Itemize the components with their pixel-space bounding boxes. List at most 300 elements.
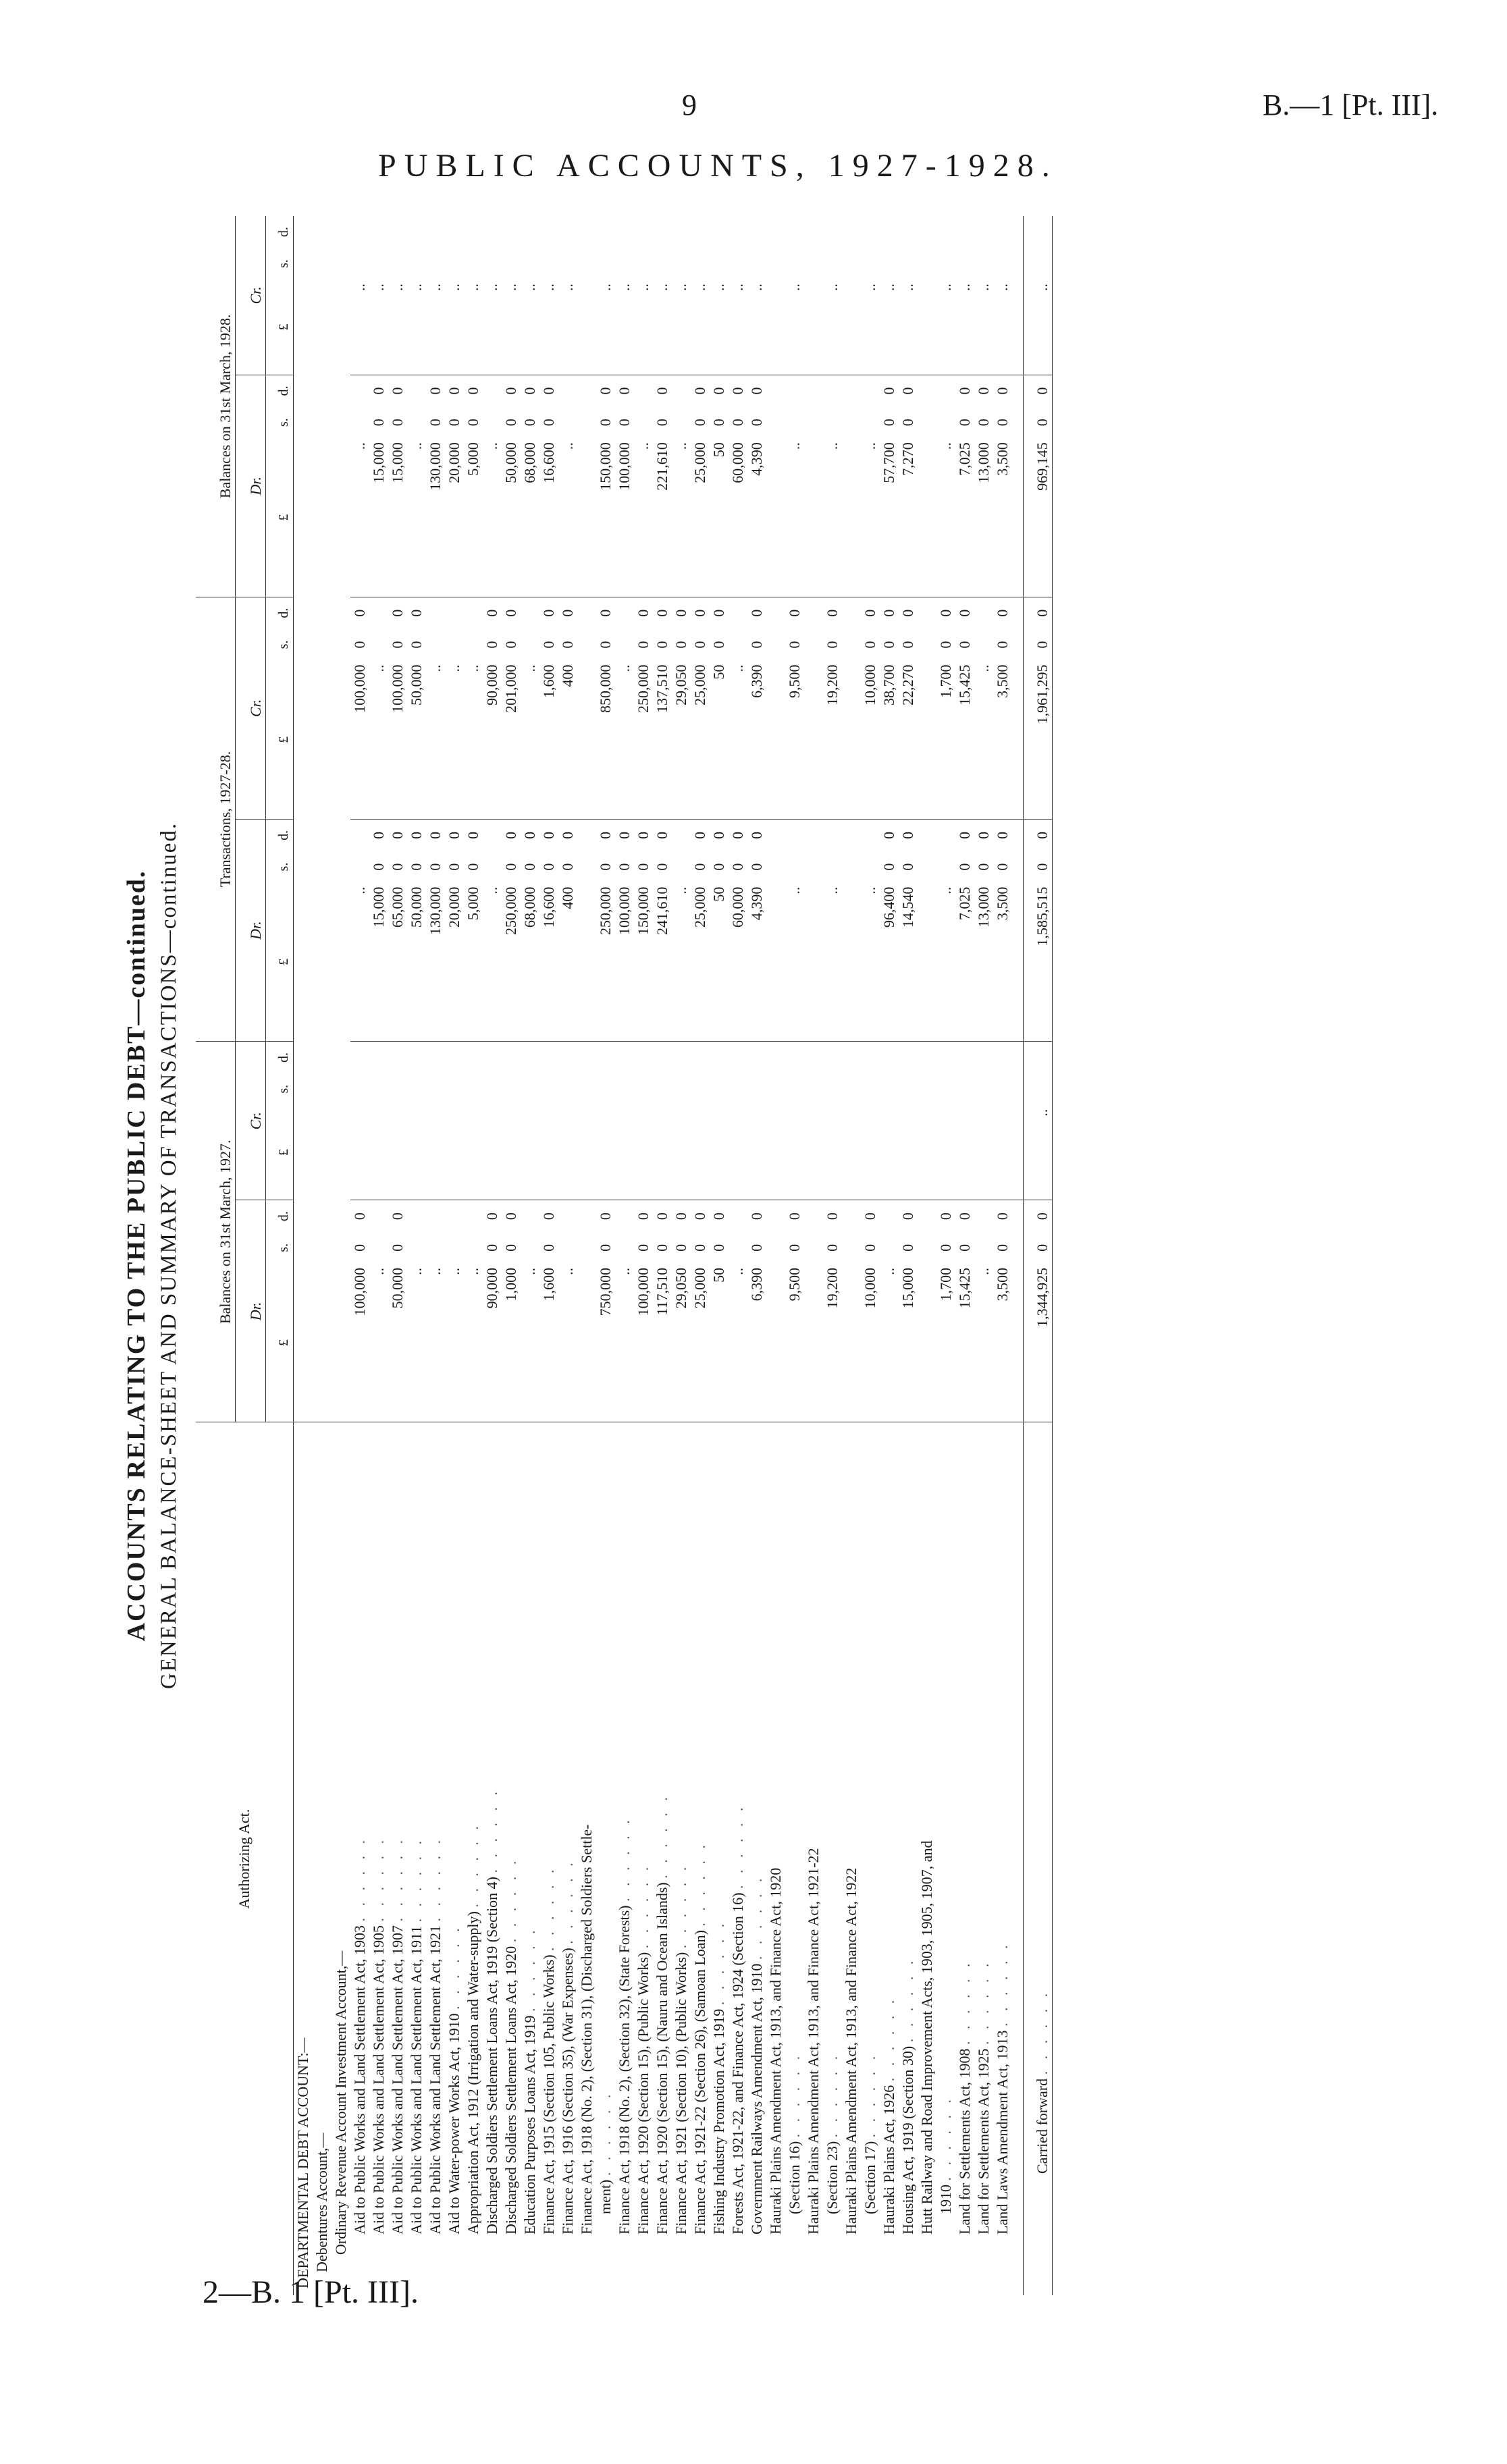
shillings-cell: 0 <box>672 1243 689 1252</box>
shillings-cell: 0 <box>616 863 633 871</box>
dot-leader: . . . . . . <box>597 2090 614 2176</box>
authorizing-act: Education Purposes Loans Act, 1919 . . . . . . <box>521 1926 538 2234</box>
balance-1928-dr: 20,000 <box>445 438 464 597</box>
shillings-cell <box>577 1232 596 1264</box>
balance-1928-cr: .. <box>653 279 672 375</box>
shillings-cell: 0 <box>899 863 916 871</box>
shillings-cell <box>426 1073 445 1105</box>
pence-cell: 0 <box>824 609 841 617</box>
shillings-cell <box>785 1073 804 1105</box>
shillings-cell <box>842 1232 861 1264</box>
dot-leader: . . . . . . <box>559 1858 576 1944</box>
shillings-cell <box>936 1073 955 1105</box>
table-row <box>729 216 747 2295</box>
balance-1928-cr: .. <box>729 279 747 375</box>
pence-cell: 0 <box>937 1212 954 1221</box>
balance-1927-cr <box>577 1105 596 1200</box>
transactions-cr: 850,000 <box>596 660 615 819</box>
shillings-cell: 0 <box>635 863 652 871</box>
table-row <box>766 216 785 2295</box>
shillings-cell <box>369 628 388 660</box>
shillings-cell: 0 <box>956 1243 973 1252</box>
authorizing-act: Discharged Soldiers Settlement Loans Act, 1920 . . . . . . <box>502 1856 519 2234</box>
authorizing-act: Discharged Soldiers Settlement Loans Act, 1919 (Section 4) . . . . . . <box>483 1788 500 2234</box>
transactions-cr: 1,600 <box>539 660 558 819</box>
pence-cell <box>558 216 577 248</box>
pence-cell <box>672 216 691 248</box>
balance-1927-dr <box>766 1264 785 1422</box>
shillings-cell <box>993 248 1012 279</box>
shillings-cell: 0 <box>559 641 576 649</box>
balance-1927-cr <box>710 1105 729 1200</box>
pence-cell <box>974 1042 993 1073</box>
balance-1928-dr <box>766 438 785 597</box>
shillings-cell <box>483 1073 502 1105</box>
shillings-cell <box>710 248 729 279</box>
balance-1927-dr: 117,510 <box>653 1264 672 1422</box>
authorizing-act: Appropriation Act, 1912 (Irrigation and Water-supply) . . . . . . <box>465 1822 481 2234</box>
header-cr: Cr. <box>236 597 266 819</box>
pence-cell: 0 <box>937 609 954 617</box>
shillings-cell: 0 <box>654 641 670 649</box>
shillings-cell: 0 <box>729 419 746 427</box>
balance-1927-cr <box>936 1105 955 1200</box>
shillings-cell: 0 <box>975 863 992 871</box>
transactions-cr: 100,000 <box>388 660 407 819</box>
balance-1928-cr: .. <box>899 279 918 375</box>
header-pence: d. <box>266 375 294 406</box>
table-row <box>369 216 388 2295</box>
shillings-cell: 0 <box>710 641 727 649</box>
shillings-cell: 0 <box>937 1243 954 1252</box>
shillings-cell <box>842 406 861 438</box>
header-cr: Cr. <box>236 1042 266 1200</box>
header-pence: d. <box>266 1042 294 1073</box>
transactions-cr: 6,390 <box>747 660 766 819</box>
balance-1927-dr: 1,700 <box>936 1264 955 1422</box>
pence-cell <box>823 820 842 851</box>
balance-1927-dr: 9,500 <box>785 1264 804 1422</box>
balance-1927-dr <box>918 1264 936 1422</box>
shillings-cell <box>974 628 993 660</box>
shillings-cell <box>842 248 861 279</box>
balance-1928-dr: 100,000 <box>615 438 634 597</box>
balance-1928-dr <box>842 438 861 597</box>
balance-1927-cr <box>804 1105 823 1200</box>
pence-cell: 0 <box>975 831 992 839</box>
balance-1927-cr <box>899 1105 918 1200</box>
pence-cell <box>464 1042 483 1073</box>
authorizing-act: Hauraki Plains Act, 1926 . . . . . . <box>880 1996 897 2234</box>
pence-cell: 0 <box>635 831 652 839</box>
authorizing-act-continued: 1910 . . . . . . <box>937 2095 954 2214</box>
pence-cell: 0 <box>994 1212 1011 1221</box>
pence-cell <box>861 1042 880 1073</box>
shillings-cell <box>558 1073 577 1105</box>
shillings-cell <box>766 1073 785 1105</box>
shillings-cell: 0 <box>1024 1232 1053 1264</box>
shillings-cell: 0 <box>427 863 444 871</box>
pence-cell: 0 <box>635 1212 652 1221</box>
authorizing-act: Aid to Public Works and Land Settlement Act, 1907 . . . . . . <box>389 1836 406 2234</box>
balance-1927-cr <box>558 1105 577 1200</box>
table-subtitle: GENERAL BALANCE-SHEET AND SUMMARY OF TRANSACTIONS—continued. <box>157 822 181 1690</box>
shillings-cell: 0 <box>521 419 538 427</box>
shillings-cell <box>785 851 804 883</box>
balance-1927-dr: .. <box>729 1264 747 1422</box>
dot-leader: . . . . . . <box>975 1959 992 2045</box>
shillings-cell <box>899 248 918 279</box>
pence-cell: 0 <box>824 1212 841 1221</box>
header-pound: £ <box>266 660 294 819</box>
shillings-cell: 0 <box>540 1243 557 1252</box>
transactions-dr: 68,000 <box>521 883 539 1042</box>
transactions-dr: .. <box>785 883 804 1042</box>
pence-cell: 0 <box>408 609 425 617</box>
table-row <box>521 216 539 2295</box>
transactions-dr: 7,025 <box>955 883 974 1042</box>
transactions-dr: 150,000 <box>634 883 653 1042</box>
pence-cell: 0 <box>748 387 765 395</box>
shillings-cell <box>577 628 596 660</box>
section-label: Ordinary Revenue Account Investment Account,— <box>332 1950 349 2255</box>
pence-cell <box>842 1042 861 1073</box>
pence-cell <box>350 375 369 406</box>
shillings-cell: 0 <box>370 863 387 871</box>
balance-1928-dr: 50 <box>710 438 729 597</box>
pence-cell <box>539 216 558 248</box>
pence-cell: 0 <box>654 609 670 617</box>
balance-1927-dr: 6,390 <box>747 1264 766 1422</box>
transactions-dr <box>842 883 861 1042</box>
balance-1927-cr <box>974 1105 993 1200</box>
shillings-cell <box>766 406 785 438</box>
pence-cell <box>861 820 880 851</box>
shillings-cell: 0 <box>994 863 1011 871</box>
balance-1928-cr: .. <box>369 279 388 375</box>
table-row <box>804 216 823 2295</box>
authorizing-act: Hutt Railway and Road Improvement Acts, 1903, 1905, 1907, and <box>918 1840 935 2234</box>
shillings-cell: 0 <box>899 1243 916 1252</box>
dot-leader: . . . . . . <box>465 1822 481 1908</box>
shillings-cell <box>577 851 596 883</box>
shillings-cell <box>558 1232 577 1264</box>
header-pound: £ <box>266 1105 294 1200</box>
dot-leader: . . . . . . <box>540 1865 557 1951</box>
pence-cell <box>823 375 842 406</box>
shillings-cell <box>861 851 880 883</box>
shillings-cell <box>804 628 823 660</box>
pence-cell: 0 <box>899 609 916 617</box>
shillings-cell <box>1024 1073 1053 1105</box>
shillings-cell <box>729 1232 747 1264</box>
balance-1927-cr <box>539 1105 558 1200</box>
authorizing-act: Hauraki Plains Amendment Act, 1913, and Finance Act, 1920 <box>767 1867 784 2234</box>
balance-1928-dr <box>804 438 823 597</box>
balance-1928-cr: .. <box>521 279 539 375</box>
transactions-cr: 29,050 <box>672 660 691 819</box>
transactions-cr: 1,700 <box>936 660 955 819</box>
pence-cell: 0 <box>597 831 614 839</box>
transactions-cr: .. <box>426 660 445 819</box>
total-transactions-cr: 1,961,295 <box>1024 660 1053 819</box>
shillings-cell <box>918 628 936 660</box>
pence-cell: 0 <box>597 1212 614 1221</box>
shillings-cell <box>615 1073 634 1105</box>
shillings-cell <box>634 248 653 279</box>
transactions-dr <box>577 883 596 1042</box>
header-pound: £ <box>266 438 294 597</box>
pence-cell: 0 <box>465 387 481 395</box>
shillings-cell: 0 <box>975 419 992 427</box>
shillings-cell: 0 <box>483 1243 500 1252</box>
shillings-cell <box>785 248 804 279</box>
pence-cell <box>823 1042 842 1073</box>
pence-cell <box>521 597 539 628</box>
dot-leader: . . . . . . <box>616 1816 633 1902</box>
carried-forward-row <box>1024 216 1053 2295</box>
shillings-cell <box>407 1073 426 1105</box>
pence-cell <box>842 216 861 248</box>
table-title: ACCOUNTS RELATING TO THE PUBLIC DEBT—continued. <box>122 869 151 1642</box>
pence-cell <box>918 216 936 248</box>
header-balances-1927: Balances on 31st March, 1927. <box>196 1042 236 1422</box>
balance-1928-dr: 150,000 <box>596 438 615 597</box>
balance-1927-dr: .. <box>464 1264 483 1422</box>
header-shillings: s. <box>266 406 294 438</box>
balance-1927-cr <box>766 1105 785 1200</box>
balance-1928-dr: 60,000 <box>729 438 747 597</box>
balance-1927-cr <box>521 1105 539 1200</box>
table-row <box>407 216 426 2295</box>
dot-leader: . . . . . . <box>710 1919 727 2006</box>
pence-cell <box>918 1200 936 1232</box>
transactions-dr: 14,540 <box>899 883 918 1042</box>
pence-cell <box>407 216 426 248</box>
transactions-cr <box>842 660 861 819</box>
pence-cell: 0 <box>559 609 576 617</box>
pence-cell: 0 <box>710 1212 727 1221</box>
shillings-cell <box>823 851 842 883</box>
transactions-cr: 201,000 <box>502 660 521 819</box>
pence-cell: 0 <box>899 831 916 839</box>
shillings-cell: 0 <box>502 641 519 649</box>
transactions-dr: 96,400 <box>880 883 899 1042</box>
transactions-cr: 25,000 <box>691 660 710 819</box>
transactions-dr: .. <box>672 883 691 1042</box>
pence-cell: 0 <box>654 1212 670 1221</box>
pence-cell: 0 <box>502 1212 519 1221</box>
dot-leader: . . . . . . <box>691 1841 708 1927</box>
table-row <box>426 216 445 2295</box>
shillings-cell <box>766 851 785 883</box>
balance-1927-dr: 750,000 <box>596 1264 615 1422</box>
shillings-cell: 0 <box>654 863 670 871</box>
transactions-dr: .. <box>936 883 955 1042</box>
table-row <box>577 216 596 2295</box>
shillings-cell <box>577 406 596 438</box>
pence-cell: 0 <box>502 387 519 395</box>
authorizing-act: Aid to Public Works and Land Settlement Act, 1903 . . . . . . <box>351 1836 368 2234</box>
pence-cell <box>521 1200 539 1232</box>
shillings-cell <box>672 1073 691 1105</box>
balance-1927-cr <box>483 1105 502 1200</box>
shillings-cell <box>804 851 823 883</box>
balance-1928-cr: .. <box>747 279 766 375</box>
table-row <box>634 216 653 2295</box>
pence-cell: 0 <box>389 609 406 617</box>
dot-leader: . . . . . . <box>370 1836 387 1922</box>
shillings-cell: 0 <box>502 1243 519 1252</box>
shillings-cell <box>558 248 577 279</box>
pence-cell <box>918 820 936 851</box>
pence-cell <box>577 216 596 248</box>
shillings-cell <box>880 248 899 279</box>
shillings-cell <box>823 248 842 279</box>
header-cr: Cr. <box>236 216 266 375</box>
shillings-cell: 0 <box>880 419 897 427</box>
pence-cell <box>577 820 596 851</box>
shillings-cell: 0 <box>956 419 973 427</box>
pence-cell <box>464 1200 483 1232</box>
pence-cell: 0 <box>748 609 765 617</box>
authorizing-act: Land for Settlements Act, 1925 . . . . . . <box>975 1959 992 2234</box>
pence-cell <box>577 375 596 406</box>
transactions-dr: 65,000 <box>388 883 407 1042</box>
pence-cell: 0 <box>729 831 746 839</box>
shillings-cell: 0 <box>389 1243 406 1252</box>
pence-cell <box>880 1042 899 1073</box>
rotated-ledger <box>122 216 1323 2295</box>
header-pence: d. <box>266 1200 294 1232</box>
pence-cell <box>804 1200 823 1232</box>
table-row <box>899 216 918 2295</box>
shillings-cell: 0 <box>691 641 708 649</box>
balance-1928-cr: .. <box>634 279 653 375</box>
pence-cell <box>936 820 955 851</box>
table-row <box>350 216 369 2295</box>
pence-cell: 0 <box>862 1212 878 1221</box>
shillings-cell <box>766 1232 785 1264</box>
shillings-cell: 0 <box>465 863 481 871</box>
section-label: DEPARTMENTAL DEBT ACCOUNT:— <box>294 2037 311 2288</box>
pence-cell <box>502 1042 521 1073</box>
pence-cell <box>615 1042 634 1073</box>
balance-1927-cr <box>861 1105 880 1200</box>
transactions-cr: 90,000 <box>483 660 502 819</box>
authorizing-act: Land Laws Amendment Act, 1913 . . . . . . <box>994 1941 1011 2234</box>
shillings-cell <box>804 248 823 279</box>
pence-cell: 0 <box>748 831 765 839</box>
transactions-cr <box>804 660 823 819</box>
balance-1927-dr: 50,000 <box>388 1264 407 1422</box>
table-row <box>861 216 880 2295</box>
pence-cell: 0 <box>389 1212 406 1221</box>
shillings-cell <box>804 406 823 438</box>
transactions-dr: .. <box>483 883 502 1042</box>
balance-1927-cr <box>426 1105 445 1200</box>
pence-cell <box>521 1042 539 1073</box>
balance-1928-cr: .. <box>955 279 974 375</box>
pence-cell: 0 <box>540 831 557 839</box>
balance-1927-dr: .. <box>407 1264 426 1422</box>
shillings-cell <box>672 406 691 438</box>
pence-cell: 0 <box>672 609 689 617</box>
pence-cell <box>634 1042 653 1073</box>
shillings-cell <box>483 248 502 279</box>
balance-1928-cr: .. <box>785 279 804 375</box>
shillings-cell <box>407 406 426 438</box>
authorizing-act: Finance Act, 1921-22 (Section 26), (Samoan Loan) . . . . . . <box>691 1841 708 2234</box>
authorizing-act: Finance Act, 1916 (Section 35), (War Expenses) . . . . . . <box>559 1858 576 2234</box>
authorizing-act: Finance Act, 1920 (Section 15), (Nauru and Ocean Islands) . . . . . . <box>654 1793 670 2234</box>
balance-1928-dr: 4,390 <box>747 438 766 597</box>
balance-1927-dr: 10,000 <box>861 1264 880 1422</box>
pence-cell <box>918 1042 936 1073</box>
authorizing-act-continued: (Section 16) . . . . . . <box>786 2052 803 2214</box>
transactions-dr: 13,000 <box>974 883 993 1042</box>
pence-cell <box>785 216 804 248</box>
balance-1928-cr: .. <box>407 279 426 375</box>
shillings-cell: 0 <box>994 419 1011 427</box>
shillings-cell <box>710 1073 729 1105</box>
balance-1927-cr <box>407 1105 426 1200</box>
shillings-cell <box>464 1232 483 1264</box>
transactions-dr: 3,500 <box>993 883 1012 1042</box>
section-heading <box>332 216 350 2295</box>
balance-1927-cr <box>369 1105 388 1200</box>
pence-cell: 0 <box>691 387 708 395</box>
pence-cell <box>804 1042 823 1073</box>
balance-1928-dr: .. <box>785 438 804 597</box>
transactions-cr: .. <box>974 660 993 819</box>
pence-cell: 0 <box>521 831 538 839</box>
shillings-cell: 0 <box>691 419 708 427</box>
transactions-dr <box>918 883 936 1042</box>
pence-cell: 0 <box>465 831 481 839</box>
header-shillings: s. <box>266 1073 294 1105</box>
dot-leader: . . . . . . <box>880 1996 897 2082</box>
shillings-cell: 0 <box>540 419 557 427</box>
shillings-cell <box>804 1073 823 1105</box>
balance-1928-cr: .. <box>464 279 483 375</box>
total-balance-1928-dr: 969,145 <box>1024 438 1053 597</box>
pence-cell <box>388 1042 407 1073</box>
transactions-dr: 50 <box>710 883 729 1042</box>
shillings-cell <box>880 1232 899 1264</box>
shillings-cell <box>464 1073 483 1105</box>
shillings-cell <box>539 1073 558 1105</box>
pence-cell: 0 <box>502 609 519 617</box>
pence-cell <box>653 216 672 248</box>
shillings-cell <box>729 248 747 279</box>
balance-1928-cr: .. <box>445 279 464 375</box>
table-row <box>823 216 842 2295</box>
pence-cell <box>350 216 369 248</box>
balance-1928-cr: .. <box>710 279 729 375</box>
shillings-cell: 0 <box>351 1243 368 1252</box>
transactions-cr: .. <box>369 660 388 819</box>
shillings-cell: 0 <box>691 863 708 871</box>
pence-cell: 0 <box>540 1212 557 1221</box>
transactions-cr: 9,500 <box>785 660 804 819</box>
shillings-cell: 0 <box>824 1243 841 1252</box>
balance-1928-dr: .. <box>350 438 369 597</box>
header-pence: d. <box>266 597 294 628</box>
shillings-cell <box>880 1073 899 1105</box>
shillings-cell <box>445 1073 464 1105</box>
balance-1927-dr <box>804 1264 823 1422</box>
